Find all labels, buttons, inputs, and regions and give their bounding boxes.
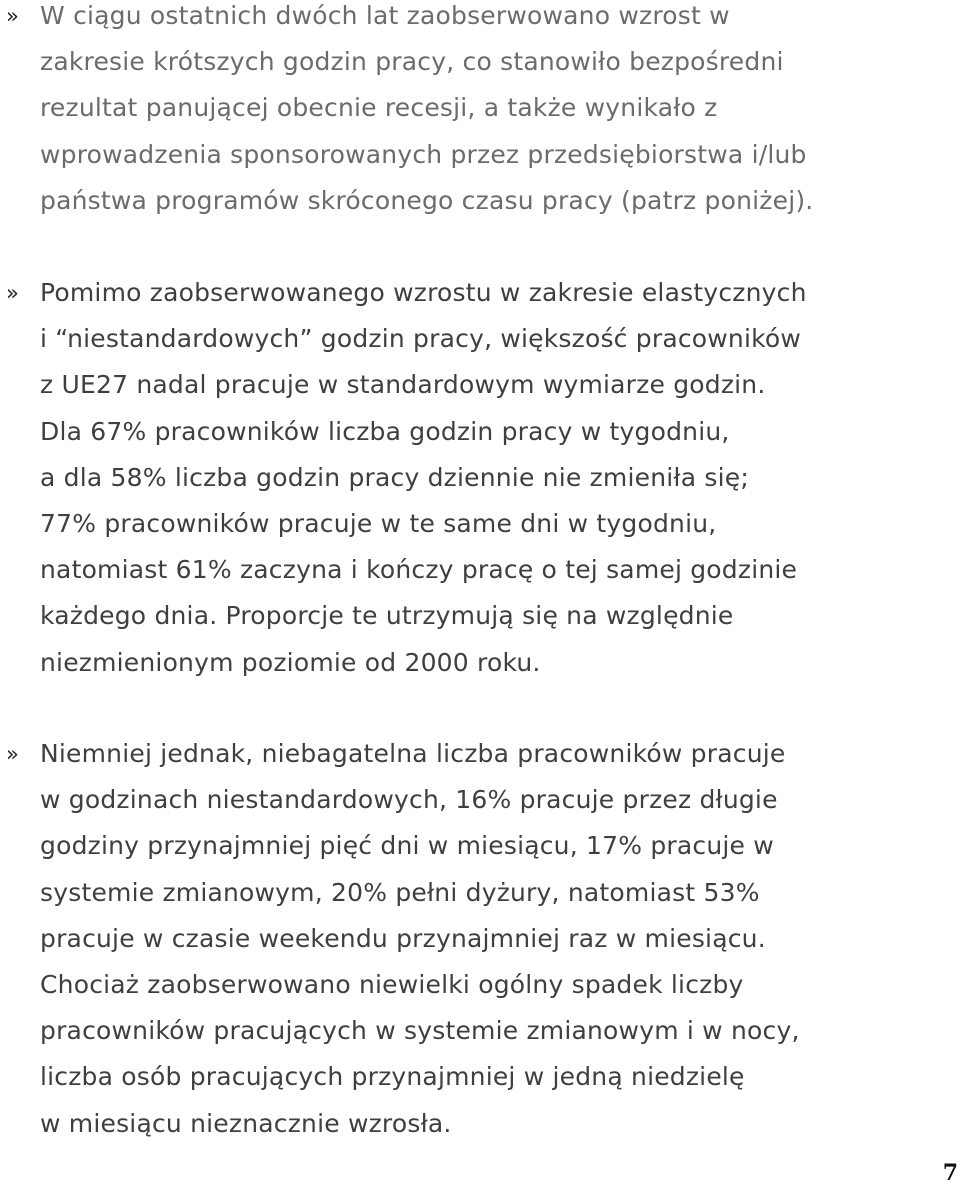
text-line: z UE27 nadal pracuje w standardowym wymiarze godzin.: [40, 370, 766, 400]
text-line: pracuje w czasie weekendu przynajmniej raz w miesiącu.: [40, 923, 766, 953]
text-line: godziny przynajmniej pięć dni w miesiącu, 17% pracuje w: [40, 831, 774, 861]
text-line: i “niestandardowych” godzin pracy, większość pracowników: [40, 324, 802, 354]
text-line: W ciągu ostatnich dwóch lat zaobserwowano wzrost w: [40, 1, 730, 30]
bullet-marker-icon: »: [6, 742, 19, 766]
text-line: natomiast 61% zaczyna i kończy pracę o tej samej godzinie: [40, 555, 798, 585]
text-line: zakresie krótszych godzin pracy, co stanowiło bezpośredni: [40, 47, 784, 77]
page-number: 7: [942, 1160, 958, 1186]
text-line: a dla 58% liczba godzin pracy dziennie nie zmieniła się;: [40, 462, 749, 492]
text-line: Dla 67% pracowników liczba godzin pracy w tygodniu,: [40, 416, 730, 446]
bullet-marker-icon: »: [6, 4, 19, 28]
text-line: w godzinach niestandardowych, 16% pracuje przez długie: [40, 785, 778, 815]
text-line: każdego dnia. Proporcje te utrzymują się na względnie: [40, 601, 734, 631]
text-line: Pomimo zaobserwowanego wzrostu w zakresie elastycznych: [40, 278, 807, 307]
bullet-item-recession: [0, 0, 935, 224]
bullet-marker-icon: »: [6, 281, 19, 305]
text-line: 77% pracowników pracuje w te same dni w tygodniu,: [40, 509, 717, 539]
text-line: rezultat panującej obecnie recesji, a także wynikało z: [40, 93, 718, 123]
text-line: wprowadzenia sponsorowanych przez przedsiębiorstwa i/lub: [40, 139, 807, 169]
text-line: Chociaż zaobserwowano niewielki ogólny spadek liczby: [40, 970, 744, 1000]
text-line: pracowników pracujących w systemie zmianowym i w nocy,: [40, 1016, 800, 1046]
text-line: w miesiącu nieznacznie wzrosła.: [40, 1108, 452, 1138]
text-line: państwa programów skróconego czasu pracy (patrz poniżej).: [40, 185, 814, 215]
bullet-item-non-standard-hours: [0, 731, 935, 1147]
text-line: liczba osób pracujących przynajmniej w jedną niedzielę: [40, 1062, 745, 1092]
text-line: niezmienionym poziomie od 2000 roku.: [40, 647, 541, 677]
text-line: Niemniej jednak, niebagatelna liczba pracowników pracuje: [40, 739, 786, 768]
bullet-item-standard-hours: [0, 270, 935, 686]
text-line: systemie zmianowym, 20% pełni dyżury, natomiast 53%: [40, 877, 760, 907]
